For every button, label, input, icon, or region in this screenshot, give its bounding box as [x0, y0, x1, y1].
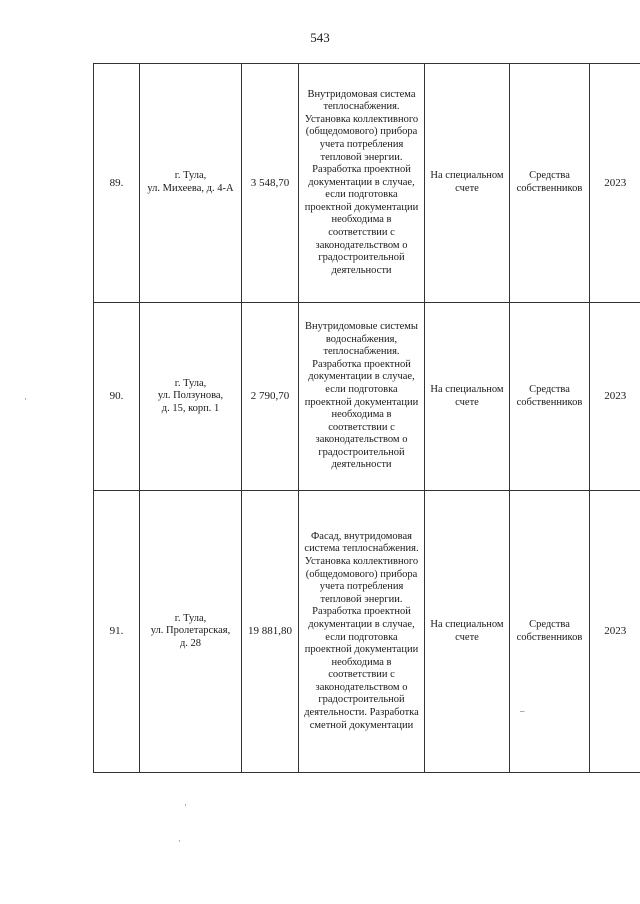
cost-cell: 3 548,70 [242, 64, 299, 303]
scan-speck: · [178, 836, 181, 846]
row-number: 91. [94, 491, 140, 773]
funding-source-cell: Средства собственников [510, 64, 590, 303]
page-number: 543 [310, 30, 330, 45]
scan-speck: – [520, 706, 525, 716]
cost-cell: 19 881,80 [242, 491, 299, 773]
address-cell: г. Тула, ул. Михеева, д. 4-А [140, 64, 242, 303]
table-row [94, 64, 640, 303]
cost-cell: 2 790,70 [242, 303, 299, 491]
capital-repair-table [93, 63, 640, 773]
address-cell: г. Тула, ул. Ползунова, д. 15, корп. 1 [140, 303, 242, 491]
scan-speck: · [184, 800, 187, 810]
address-cell: г. Тула, ул. Пролетарская, д. 28 [140, 491, 242, 773]
works-description-cell: Внутридомовая система теплоснабжения. Установка коллективного (общедомового) прибора учета потребления тепловой энергии. Разработка проектной документации в случае, если подготовка проектной документации необходима в соответствии с законодательством о градостроительной деятельности [299, 64, 425, 303]
funding-source-cell: Средства собственников [510, 303, 590, 491]
year-cell: 2023 [590, 303, 640, 491]
row-number: 90. [94, 303, 140, 491]
works-description-cell: Внутридомовые системы водоснабжения, теплоснабжения. Разработка проектной документации в случае, если подготовка проектной документации необходима в соответствии с законодательством о градостроительной деятельности [299, 303, 425, 491]
account-cell: На специальном счете [425, 64, 510, 303]
account-cell: На специальном счете [425, 303, 510, 491]
year-cell: 2023 [590, 491, 640, 773]
funding-source-cell: Средства собственников [510, 491, 590, 773]
year-cell: 2023 [590, 64, 640, 303]
table-row [94, 491, 640, 773]
row-number: 89. [94, 64, 140, 303]
account-cell: На специальном счете [425, 491, 510, 773]
scan-speck: · [24, 394, 27, 404]
table-row [94, 303, 640, 491]
works-description-cell: Фасад, внутридомовая система теплоснабжения. Установка коллективного (общедомового) прибора учета потребления тепловой энергии. Разработка проектной документации в случае, если подготовка проектной документации необходима в соответствии с законодательством о градостроительной деятельности. Разработка сметной документации [299, 491, 425, 773]
